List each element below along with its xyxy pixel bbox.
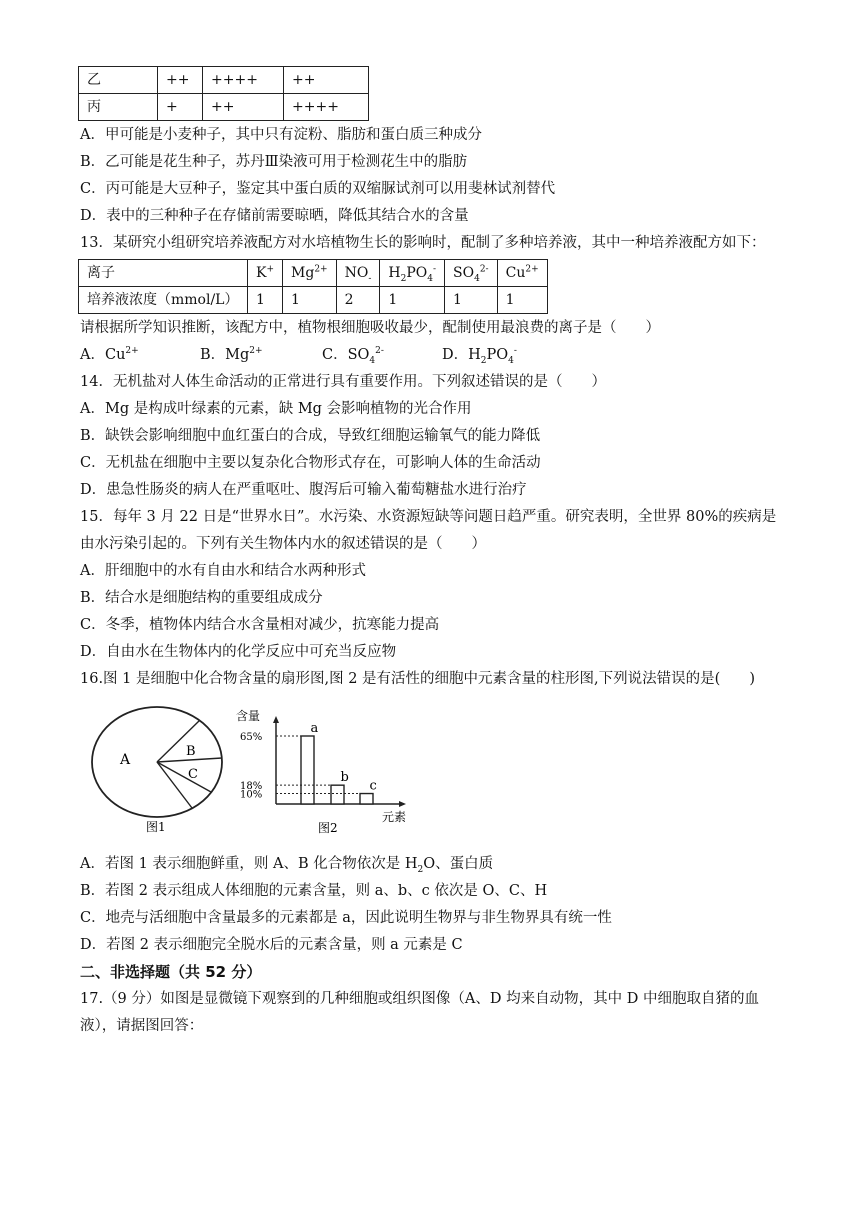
ion-table (78, 259, 548, 314)
q13-option-b: B．$Mg^{2+}$ (200, 346, 263, 363)
q13-option-a: A．$Cu^{2+}$ (80, 346, 139, 363)
q14-stem: 14．无机盐对人体生命活动的正常进行具有重要作用。下列叙述错误的是（ ） (80, 374, 606, 390)
q13-option-c: C．$SO_4^{2-}$ (322, 346, 384, 366)
figure-1-caption: 图1 (146, 820, 166, 834)
bar-c (360, 794, 373, 804)
table-cell: 1 (445, 287, 498, 314)
table-cell: 1 (497, 287, 547, 314)
section-title: 二、非选择题（共 52 分） (80, 963, 262, 981)
q16-option-b: B．若图 2 表示组成人体细胞的元素含量，则 a、b、c 依次是 O、C、H (80, 883, 548, 899)
q13-question: 请根据所学知识推断，该配方中，植物根细胞吸收最少，配制使用最浪费的离子是（ ） (80, 320, 660, 336)
q15-option-a: A．肝细胞中的水有自由水和结合水两种形式 (80, 563, 366, 579)
bar-label: a (310, 721, 319, 736)
figure-2-marks (240, 721, 377, 804)
table-cell: 乙 (79, 67, 158, 94)
q17-stem-line1: 17.（9 分）如图是显微镜下观察到的几种细胞或组织图像（A、D 均来自动物，其中 D 中细胞取自猪的血 (80, 991, 759, 1007)
table-cell: ++ (203, 94, 284, 121)
y-tick-label: 10% (240, 789, 263, 801)
q15-stem-line2: 由水污染引起的。下列有关生物体内水的叙述错误的是（ ） (80, 536, 486, 552)
pie-divider (157, 762, 211, 792)
bar-b (331, 785, 344, 804)
q13-stem: 13．某研究小组研究培养液配方对水培植物生长的影响时，配制了多种培养液，其中一种培养液配方如下： (80, 235, 766, 251)
table-cell: 2 (336, 287, 380, 314)
table-row (79, 94, 369, 121)
table-row (79, 260, 548, 287)
q16-option-d: D．若图 2 表示细胞完全脱水后的元素含量，则 a 元素是 C (80, 937, 463, 953)
figure-1-pie (88, 700, 238, 840)
y-tick-label: 18% (240, 781, 263, 793)
q14-option-d: D．患急性肠炎的病人在严重呕吐、腹泻后可输入葡萄糖盐水进行治疗 (80, 482, 527, 498)
table-row (79, 287, 548, 314)
q14-option-a: A．Mg 是构成叶绿素的元素，缺 Mg 会影响植物的光合作用 (80, 401, 472, 417)
y-axis-label: 含量 (236, 709, 261, 723)
table-cell: ++++ (284, 94, 369, 121)
pie-divider (157, 762, 192, 808)
q15-option-c: C．冬季，植物体内结合水含量相对减少，抗寒能力提高 (80, 617, 440, 633)
y-axis-arrow (273, 716, 279, 723)
table-cell: 1 (283, 287, 337, 314)
table-header-cell: K+ (248, 260, 283, 287)
table-cell: 1 (248, 287, 283, 314)
q13-option-d: D．$H_2PO_4^-$ (442, 346, 517, 366)
q15-option-b: B．结合水是细胞结构的重要组成成分 (80, 590, 323, 606)
q16-option-a: A．若图 1 表示细胞鲜重，则 A、B 化合物依次是 $H_2O$、蛋白质 (80, 856, 494, 875)
table-header-cell: $NO_-$ (336, 260, 380, 287)
table-cell: ++ (158, 67, 203, 94)
table-header-cell: $H_2PO_4^-$ (380, 260, 445, 287)
q12-option-d: D．表中的三种种子在存储前需要晾晒，降低其结合水的含量 (80, 208, 469, 224)
bar-label: c (369, 778, 377, 794)
table-cell: ++++ (203, 67, 284, 94)
q15-option-d: D．自由水在生物体内的化学反应中可充当反应物 (80, 644, 397, 660)
table-header-cell: 离子 (79, 260, 248, 287)
figure-2-caption: 图2 (318, 821, 338, 835)
table-header-cell: $Cu^{2+}$ (497, 260, 547, 287)
table-cell: ++ (284, 67, 369, 94)
q14-option-b: B．缺铁会影响细胞中血红蛋白的合成，导致红细胞运输氧气的能力降低 (80, 428, 541, 444)
pie-label-c: C (188, 767, 198, 782)
table-cell: 培养液浓度（mmol/L） (79, 287, 248, 314)
y-tick-label: 65% (240, 732, 263, 743)
pie-label-b: B (186, 744, 196, 759)
table-cell: 1 (380, 287, 445, 314)
table-header-cell: $Mg^{2+}$ (283, 260, 337, 287)
figure-2-bar-chart (236, 706, 416, 836)
x-axis-label: 元素 (382, 810, 407, 824)
q12-option-c: C．丙可能是大豆种子，鉴定其中蛋白质的双缩脲试剂可以用斐林试剂替代 (80, 181, 556, 197)
q14-option-c: C．无机盐在细胞中主要以复杂化合物形式存在，可影响人体的生命活动 (80, 455, 541, 471)
table-cell: 丙 (79, 94, 158, 121)
q17-stem-line2: 液），请据图回答： (80, 1018, 204, 1034)
seed-table (78, 66, 369, 121)
q12-option-a: A．甲可能是小麦种子，其中只有淀粉、脂肪和蛋白质三种成分 (80, 127, 482, 143)
q12-option-b: B．乙可能是花生种子，苏丹Ⅲ染液可用于检测花生中的脂肪 (80, 154, 468, 170)
table-header-cell: $SO_4^{2-}$ (445, 260, 498, 287)
x-axis-arrow (399, 801, 406, 807)
q15-stem-line1: 15．每年 3 月 22 日是“世界水日”。水污染、水资源短缺等问题日趋严重。研究表明，全世界 80%的疾病是 (80, 509, 777, 525)
bar-label: b (340, 770, 349, 786)
pie-label-a: A (120, 752, 131, 768)
q16-option-c: C．地壳与活细胞中含量最多的元素都是 a，因此说明生物界与非生物界具有统一性 (80, 910, 612, 926)
table-cell: + (158, 94, 203, 121)
q16-stem: 16.图 1 是细胞中化合物含量的扇形图,图 2 是有活性的细胞中元素含量的柱形图,下列说法错误的是( ) (80, 671, 755, 687)
table-row (79, 67, 369, 94)
